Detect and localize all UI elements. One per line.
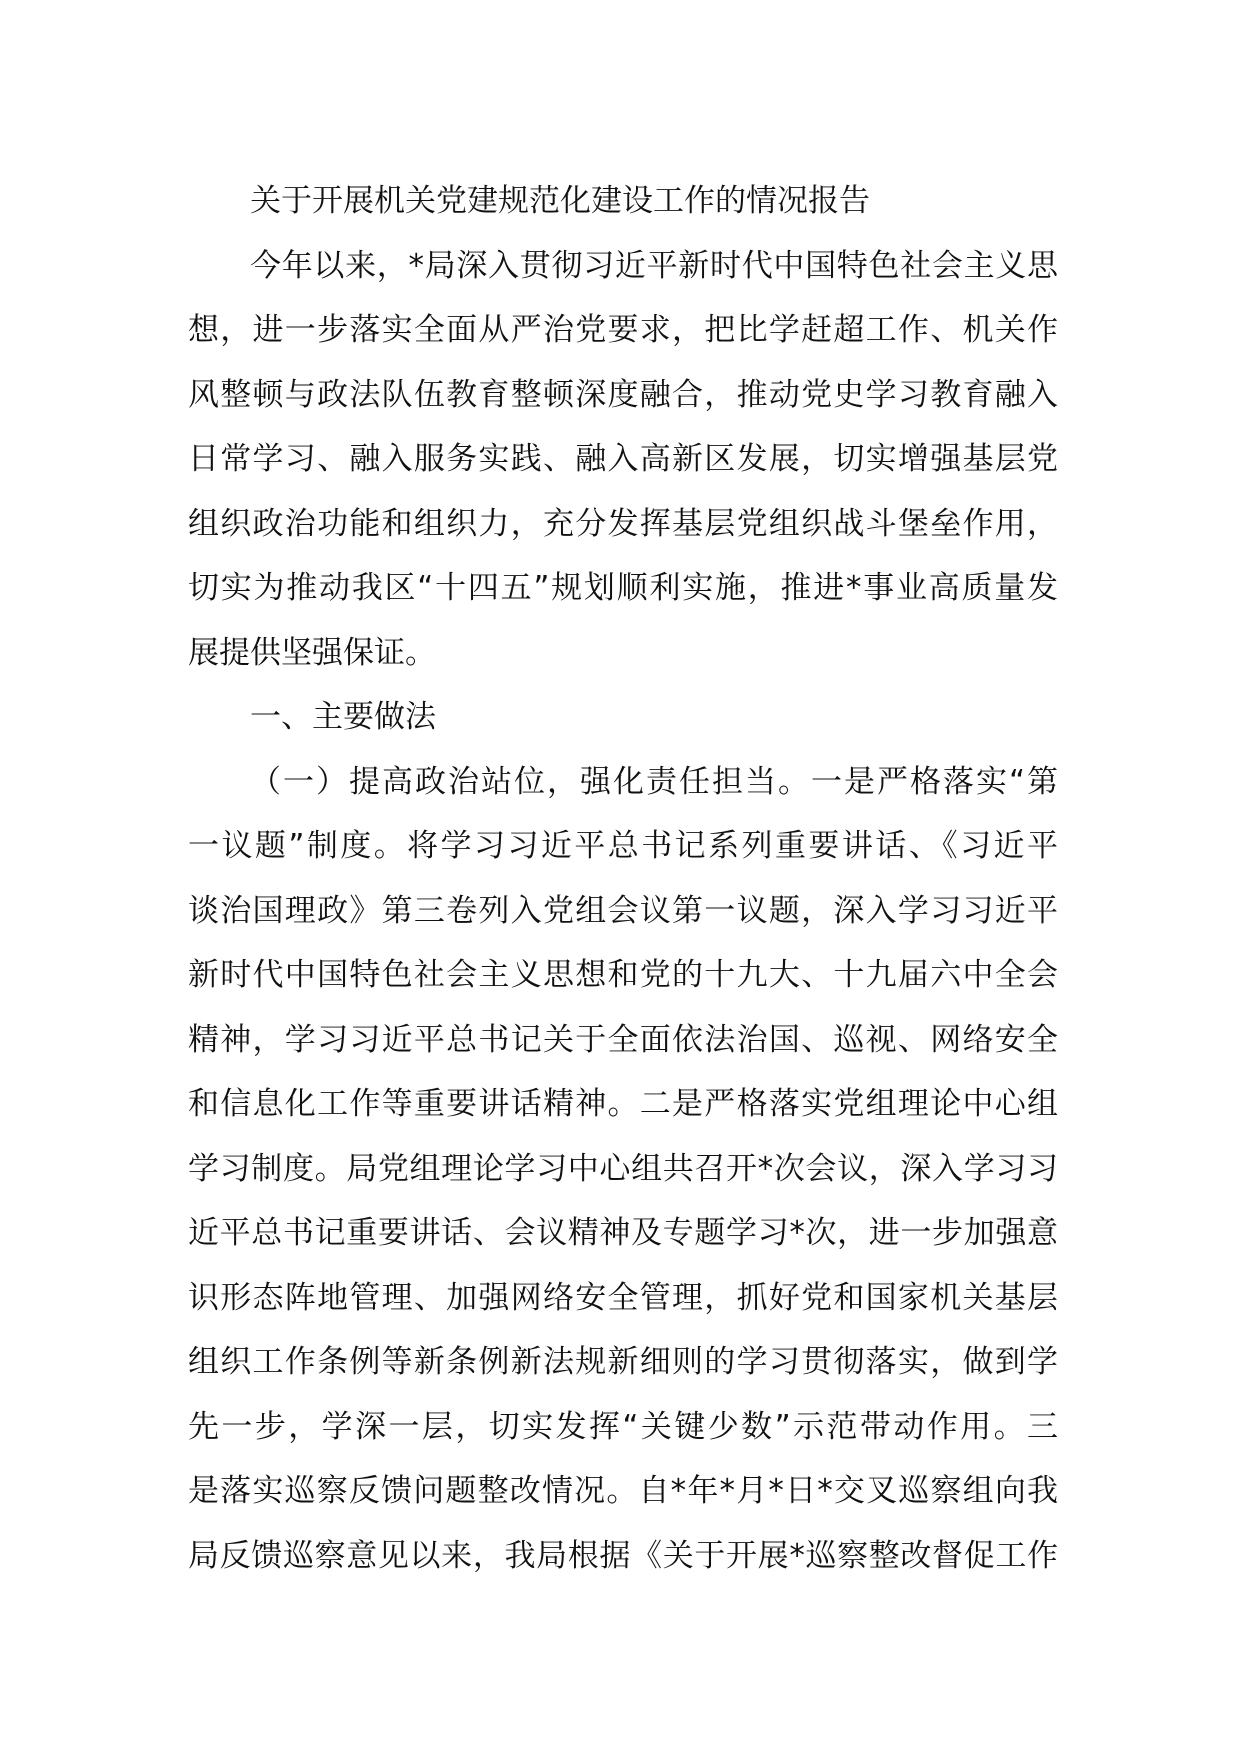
body-line: 精神，学习习近平总书记关于全面依法治国、巡视、网络安全 bbox=[188, 1021, 1058, 1058]
intro-line: 切实为推动我区“十四五”规划顺利实施，推进*事业高质量发 bbox=[188, 570, 1058, 606]
body-line: （一）提高政治站位，强化责任担当。一是严格落实“第 bbox=[250, 763, 1058, 800]
body-line: 学习制度。局党组理论学习中心组共召开*次会议，深入学习习 bbox=[188, 1150, 1058, 1187]
intro-line: 今年以来，*局深入贯彻习近平新时代中国特色社会主义思 bbox=[250, 247, 1058, 284]
body-line: 新时代中国特色社会主义思想和党的十九大、十九届六中全会 bbox=[188, 957, 1058, 993]
body-line: 局反馈巡察意见以来，我局根据《关于开展*巡察整改督促工作 bbox=[188, 1537, 1058, 1574]
intro-line: 组织政治功能和组织力，充分发挥基层党组织战斗堡垒作用， bbox=[188, 505, 1058, 542]
document-body bbox=[188, 169, 1058, 1588]
body-line: 是落实巡察反馈问题整改情况。自*年*月*日*交叉巡察组向我 bbox=[188, 1473, 1058, 1509]
document-title: 关于开展机关党建规范化建设工作的情况报告 bbox=[250, 183, 870, 219]
intro-line: 风整顿与政法队伍教育整顿深度融合，推动党史学习教育融入 bbox=[188, 376, 1058, 413]
body-line: 组织工作条例等新条例新法规新细则的学习贯彻落实，做到学 bbox=[188, 1344, 1058, 1380]
body-line: 先一步，学深一层，切实发挥“关键少数”示范带动作用。三 bbox=[188, 1408, 1058, 1445]
body-line: 近平总书记重要讲话、会议精神及专题学习*次，进一步加强意 bbox=[188, 1215, 1058, 1251]
body-line: 和信息化工作等重要讲话精神。二是严格落实党组理论中心组 bbox=[188, 1086, 1058, 1122]
intro-line: 想，进一步落实全面从严治党要求，把比学赶超工作、机关作 bbox=[188, 312, 1058, 348]
body-line: 识形态阵地管理、加强网络安全管理，抓好党和国家机关基层 bbox=[188, 1279, 1058, 1316]
body-line: 一议题”制度。将学习习近平总书记系列重要讲话、《习近平 bbox=[188, 828, 1058, 864]
intro-line: 日常学习、融入服务实践、融入高新区发展，切实增强基层党 bbox=[188, 441, 1058, 477]
body-line: 谈治国理政》第三卷列入党组会议第一议题，深入学习习近平 bbox=[188, 892, 1058, 929]
intro-line: 展提供坚强保证。 bbox=[188, 634, 436, 671]
section-heading: 一、主要做法 bbox=[250, 699, 436, 735]
